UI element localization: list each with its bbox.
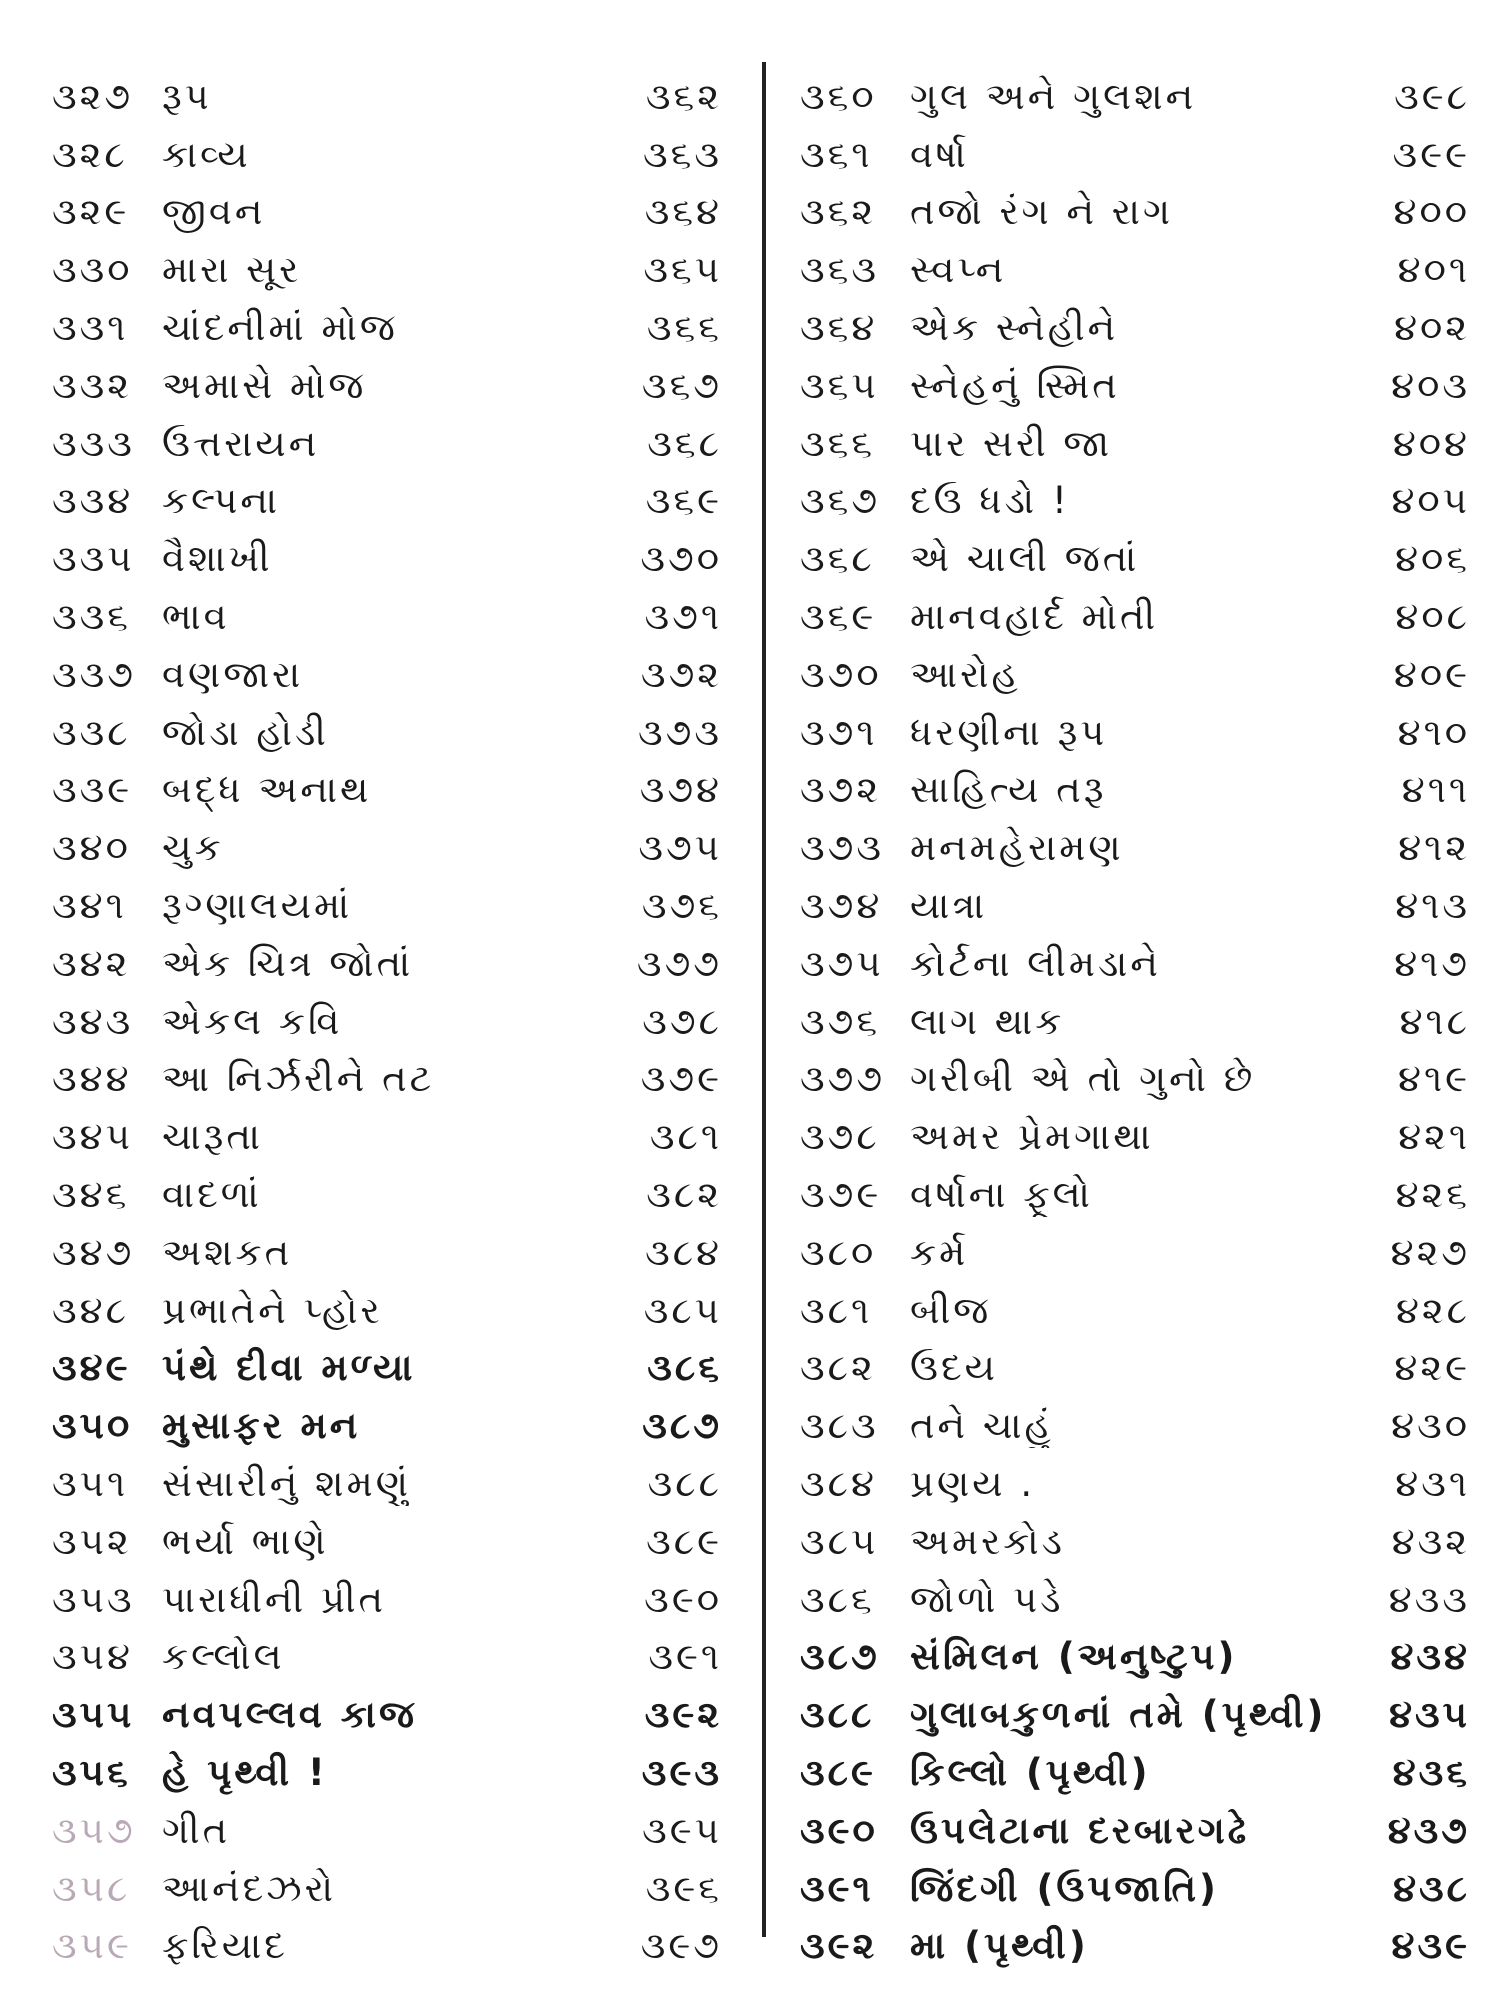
entry-title: એકલ કવિ <box>162 999 343 1043</box>
entry-title: ગીત <box>162 1808 231 1852</box>
entry-title: કાવ્ય <box>162 132 251 176</box>
index-entry <box>800 1166 1470 1224</box>
entry-title: સંસારીનું શમણું <box>162 1462 411 1506</box>
index-entry <box>800 993 1470 1051</box>
entry-title: અશકત <box>162 1230 293 1274</box>
index-entry <box>52 1686 722 1744</box>
entry-page-number: ૪૨૧ <box>1398 1115 1470 1159</box>
entry-page-number: ૪૩૫ <box>1389 1693 1470 1737</box>
entry-number: ૩૫૨ <box>52 1519 132 1563</box>
entry-page-number: ૪૧૩ <box>1395 884 1470 928</box>
entry-page-number: ૩૮૭ <box>642 1404 722 1448</box>
entry-title: રૂપ <box>162 74 212 118</box>
entry-page-number: ૪૦૩ <box>1391 363 1470 407</box>
entry-page-number: ૩૭૬ <box>641 884 722 928</box>
entry-title: કિલ્લો (પૃથ્વી) <box>910 1751 1151 1794</box>
entry-page-number: ૪૦૫ <box>1391 479 1470 523</box>
index-entry <box>52 819 722 877</box>
index-entry <box>52 877 722 935</box>
entry-page-number: ૩૮૪ <box>645 1230 722 1274</box>
index-entry <box>52 530 722 588</box>
entry-number: ૩૭૫ <box>800 941 884 985</box>
entry-title: મા (પૃથ્વી) <box>910 1924 1089 1968</box>
index-entry <box>52 1629 722 1687</box>
entry-number: ૩૭૭ <box>800 1057 886 1101</box>
entry-number: ૩૮૬ <box>800 1577 875 1621</box>
entry-number: ૩૩૩ <box>52 421 135 465</box>
entry-title: સાહિત્ય તરૂ <box>910 768 1107 812</box>
index-entry <box>52 1108 722 1166</box>
entry-title: પારાધીની પ્રીત <box>162 1577 387 1621</box>
entry-page-number: ૪૦૨ <box>1394 306 1470 350</box>
entry-title: પંથે દીવા મળ્યા <box>162 1346 416 1390</box>
entry-number: ૩૪૬ <box>52 1173 130 1217</box>
entry-page-number: ૪૩૭ <box>1387 1808 1470 1852</box>
entry-page-number: ૪૩૦ <box>1391 1404 1470 1448</box>
entry-page-number: ૩૬૬ <box>646 306 722 350</box>
entry-page-number: ૪૩૧ <box>1395 1462 1470 1506</box>
index-entry <box>800 299 1470 357</box>
entry-page-number: ૪૧૯ <box>1398 1057 1470 1101</box>
entry-number: ૩૯૧ <box>800 1866 874 1910</box>
index-entry <box>52 588 722 646</box>
entry-title: ધરણીના રૂપ <box>910 710 1108 754</box>
entry-title: યાત્રા <box>910 884 988 928</box>
index-entry <box>52 1051 722 1109</box>
entry-number: ૩૯૨ <box>800 1924 878 1968</box>
index-entry <box>52 1224 722 1282</box>
entry-page-number: ૩૯૫ <box>642 1808 722 1852</box>
index-entry <box>800 819 1470 877</box>
entry-number: ૩૫૫ <box>52 1693 135 1737</box>
entry-title: જીવન <box>162 190 266 234</box>
entry-page-number: ૩૭૨ <box>640 652 722 696</box>
entry-page-number: ૩૭૭ <box>636 941 722 985</box>
index-entry <box>52 1571 722 1629</box>
entry-title: તજો રંગ ને રાગ <box>910 190 1173 234</box>
index-entry <box>52 935 722 993</box>
entry-title: એ ચાલી જતાં <box>910 537 1140 581</box>
entry-number: ૩૪૫ <box>52 1115 133 1159</box>
entry-page-number: ૪૩૩ <box>1388 1577 1470 1621</box>
entry-title: તને ચાહું <box>910 1404 1054 1448</box>
entry-number: ૩૮૧ <box>800 1288 873 1332</box>
entry-page-number: ૪૩૬ <box>1392 1751 1470 1794</box>
entry-title: ચુક <box>162 826 224 870</box>
entry-number: ૩૫૬ <box>52 1751 131 1794</box>
entry-title: સ્વપ્ન <box>910 248 1007 292</box>
entry-number: ૩૬૧ <box>800 132 873 176</box>
entry-page-number: ૪૧૧ <box>1401 768 1470 812</box>
entry-page-number: ૩૬૯ <box>645 479 722 523</box>
entry-title: વણજારા <box>162 652 304 696</box>
entry-title: આરોહ <box>910 652 1021 696</box>
index-entry <box>800 473 1470 531</box>
entry-title: ભાવ <box>162 595 230 639</box>
entry-number: ૩૮૦ <box>800 1230 877 1274</box>
index-entry <box>800 1686 1470 1744</box>
entry-number: ૩૭૪ <box>800 884 883 928</box>
index-entry <box>800 1513 1470 1571</box>
entry-page-number: ૩૯૯ <box>1392 132 1470 176</box>
entry-page-number: ૪૨૬ <box>1395 1173 1470 1217</box>
entry-title: કોર્ટના લીમડાને <box>910 941 1161 985</box>
entry-title: આનંદઝરો <box>162 1866 336 1910</box>
entry-number: ૩૭૦ <box>800 652 882 696</box>
entry-page-number: ૩૭૧ <box>644 595 722 639</box>
index-entry <box>52 1340 722 1398</box>
entry-number: ૩૭૧ <box>800 710 878 754</box>
index-entry <box>52 299 722 357</box>
entry-number: ૩૮૩ <box>800 1404 879 1448</box>
entry-page-number: ૩૬૮ <box>647 421 722 465</box>
index-entry <box>800 935 1470 993</box>
entry-title: ઉપલેટાના દરબારગઢે <box>910 1808 1250 1852</box>
index-entry <box>800 241 1470 299</box>
index-entry <box>800 1571 1470 1629</box>
index-entry <box>52 1455 722 1513</box>
entry-number: ૩૮૪ <box>800 1462 877 1506</box>
entry-page-number: ૩૬૫ <box>643 248 722 292</box>
index-entry <box>800 126 1470 184</box>
entry-title: મનમહેરામણ <box>910 826 1124 870</box>
entry-page-number: ૪૩૯ <box>1391 1924 1470 1968</box>
index-entry <box>800 415 1470 473</box>
entry-number: ૩૩૨ <box>52 363 133 407</box>
entry-title: આ નિર્ઝરીને તટ <box>162 1057 435 1101</box>
entry-number: ૩૫૭ <box>52 1808 136 1852</box>
entry-number: ૩૪૯ <box>52 1346 131 1390</box>
index-entry <box>800 1629 1470 1687</box>
entry-title: પાર સરી જા <box>910 421 1113 465</box>
entry-page-number: ૪૦૦ <box>1393 190 1470 234</box>
entry-page-number: ૩૮૬ <box>647 1346 722 1390</box>
entry-title: જોડા હોડી <box>162 710 329 754</box>
index-entry <box>800 1340 1470 1398</box>
index-entry <box>800 1744 1470 1802</box>
entry-number: ૩૮૯ <box>800 1751 876 1794</box>
entry-number: ૩૪૭ <box>52 1230 135 1274</box>
entry-title: ફરિયાદ <box>162 1924 288 1968</box>
index-entry <box>800 646 1470 704</box>
index-entry <box>52 1918 722 1976</box>
entry-page-number: ૩૬૩ <box>642 132 722 176</box>
entry-number: ૩૩૧ <box>52 306 129 350</box>
entry-page-number: ૩૬૨ <box>645 74 722 118</box>
entry-number: ૩૩૦ <box>52 248 133 292</box>
entry-page-number: ૩૮૧ <box>649 1115 722 1159</box>
entry-number: ૩૩૮ <box>52 710 131 754</box>
entry-number: ૩૪૩ <box>52 999 134 1043</box>
entry-title: મુસાફર મન <box>162 1404 361 1448</box>
index-entry <box>800 68 1470 126</box>
entry-title: અમરકોડ <box>910 1519 1065 1563</box>
index-entry <box>52 1282 722 1340</box>
entry-page-number: ૩૭૪ <box>639 768 722 812</box>
column-divider <box>762 62 766 1937</box>
entry-number: ૩૫૮ <box>52 1866 131 1910</box>
entry-title: કલ્પના <box>162 479 281 523</box>
entry-page-number: ૪૧૮ <box>1399 999 1470 1043</box>
index-entry <box>52 415 722 473</box>
index-entry <box>800 357 1470 415</box>
entry-page-number: ૩૯૦ <box>644 1577 722 1621</box>
entry-title: અમાસે મોજ <box>162 363 367 407</box>
entry-title: લાગ થાક <box>910 999 1065 1043</box>
entry-page-number: ૩૭૫ <box>638 826 722 870</box>
entry-number: ૩૨૯ <box>52 190 130 234</box>
entry-number: ૩૩૭ <box>52 652 136 696</box>
entry-title: ગુલ અને ગુલશન <box>910 74 1197 118</box>
entry-number: ૩૭૨ <box>800 768 882 812</box>
index-entry <box>52 473 722 531</box>
entry-number: ૩૩૫ <box>52 537 135 581</box>
entry-page-number: ૪૨૮ <box>1395 1288 1470 1332</box>
entry-title: માનવહાર્દ મોતી <box>910 595 1159 639</box>
entry-title: ઉદય <box>910 1346 998 1390</box>
index-entry <box>800 530 1470 588</box>
entry-number: ૩૬૨ <box>800 190 877 234</box>
entry-title: મારા સૂર <box>162 248 302 292</box>
entry-number: ૩૪૨ <box>52 941 131 985</box>
entry-page-number: ૪૨૭ <box>1390 1230 1470 1274</box>
index-entry <box>52 762 722 820</box>
entry-page-number: ૩૯૮ <box>1394 74 1470 118</box>
entry-number: ૩૯૦ <box>800 1808 878 1852</box>
entry-page-number: ૪૩૨ <box>1391 1519 1470 1563</box>
entry-page-number: ૪૦૯ <box>1393 652 1470 696</box>
entry-number: ૩૫૪ <box>52 1635 133 1679</box>
index-column-left <box>52 68 722 1975</box>
entry-page-number: ૩૮૮ <box>647 1462 722 1506</box>
entry-page-number: ૪૦૬ <box>1395 537 1470 581</box>
entry-title: દઉં ધડો ! <box>910 479 1070 523</box>
entry-page-number: ૩૬૪ <box>644 190 722 234</box>
entry-title: ગુલાબકુળનાં તમે (પૃથ્વી) <box>910 1693 1327 1737</box>
entry-title: વાદળાં <box>162 1173 262 1217</box>
entry-title: ગરીબી એ તો ગુનો છે <box>910 1057 1256 1101</box>
entry-title: નવપલ્લવ કાજ <box>162 1693 417 1737</box>
entry-page-number: ૩૯૭ <box>640 1924 722 1968</box>
entry-number: ૩૬૬ <box>800 421 876 465</box>
index-entry <box>52 1802 722 1860</box>
entry-title: પ્રણય . <box>910 1462 1036 1506</box>
index-entry <box>52 1397 722 1455</box>
entry-title: હે પૃથ્વી ! <box>162 1751 328 1794</box>
entry-number: ૩૮૫ <box>800 1519 879 1563</box>
index-entry <box>52 241 722 299</box>
index-entry <box>800 1918 1470 1976</box>
entry-page-number: ૩૭૯ <box>640 1057 722 1101</box>
entry-page-number: ૩૮૯ <box>646 1519 722 1563</box>
entry-page-number: ૪૨૯ <box>1394 1346 1470 1390</box>
entry-number: ૩૩૪ <box>52 479 134 523</box>
entry-page-number: ૩૯૨ <box>644 1693 722 1737</box>
entry-page-number: ૪૩૮ <box>1393 1866 1470 1910</box>
entry-number: ૩૭૬ <box>800 999 881 1043</box>
entry-title: વૈશાખી <box>162 537 273 581</box>
entry-number: ૩૬૯ <box>800 595 877 639</box>
entry-title: કર્મ <box>910 1230 969 1274</box>
entry-number: ૩૩૬ <box>52 595 132 639</box>
entry-number: ૩૬૭ <box>800 479 881 523</box>
entry-page-number: ૩૮૫ <box>643 1288 722 1332</box>
entry-number: ૩૮૮ <box>800 1693 875 1737</box>
index-entry <box>800 1802 1470 1860</box>
entry-number: ૩૨૭ <box>52 74 134 118</box>
entry-title: સંમિલન (અનુષ્ટુપ) <box>910 1635 1238 1679</box>
entry-title: કલ્લોલ <box>162 1635 285 1679</box>
index-entry <box>52 993 722 1051</box>
entry-page-number: ૩૭૩ <box>638 710 722 754</box>
entry-title: વર્ષા <box>910 132 969 176</box>
entry-page-number: ૩૮૨ <box>646 1173 722 1217</box>
entry-page-number: ૩૯૧ <box>648 1635 722 1679</box>
entry-number: ૩૬૫ <box>800 363 879 407</box>
index-entry <box>800 588 1470 646</box>
entry-page-number: ૪૦૧ <box>1397 248 1470 292</box>
entry-number: ૩૫૯ <box>52 1924 132 1968</box>
index-entry <box>800 1051 1470 1109</box>
entry-page-number: ૪૩૪ <box>1390 1635 1470 1679</box>
entry-number: ૩૭૮ <box>800 1115 880 1159</box>
index-entry <box>52 1860 722 1918</box>
index-entry <box>800 1860 1470 1918</box>
index-entry <box>52 1744 722 1802</box>
entry-number: ૩૪૦ <box>52 826 131 870</box>
entry-number: ૩૬૩ <box>800 248 880 292</box>
index-entry <box>52 184 722 242</box>
entry-title: રૂગ્ણાલયમાં <box>162 884 353 928</box>
index-entry <box>800 1108 1470 1166</box>
entry-page-number: ૩૯૩ <box>641 1751 722 1794</box>
entry-title: જિંદગી (ઉપજાતિ) <box>910 1866 1219 1910</box>
index-entry <box>800 704 1470 762</box>
entry-number: ૩૫૩ <box>52 1577 135 1621</box>
entry-title: એક સ્નેહીને <box>910 306 1119 350</box>
index-entry <box>800 1282 1470 1340</box>
entry-title: જોળો પડે <box>910 1577 1064 1621</box>
entry-page-number: ૪૧૦ <box>1397 710 1470 754</box>
entry-number: ૩૪૪ <box>52 1057 132 1101</box>
entry-title: વર્ષાના ફૂલો <box>910 1173 1093 1217</box>
entry-number: ૩૮૭ <box>800 1635 880 1679</box>
index-entry <box>800 877 1470 935</box>
entry-number: ૩૭૩ <box>800 826 884 870</box>
entry-page-number: ૩૭૦ <box>640 537 722 581</box>
index-entry <box>52 704 722 762</box>
entry-page-number: ૪૧૭ <box>1394 941 1470 985</box>
entry-number: ૩૫૧ <box>52 1462 129 1506</box>
entry-number: ૩૬૪ <box>800 306 878 350</box>
index-entry <box>52 68 722 126</box>
index-entry <box>800 1224 1470 1282</box>
entry-title: ઉત્તરાયન <box>162 421 320 465</box>
entry-number: ૩૩૯ <box>52 768 133 812</box>
entry-title: બીજ <box>910 1288 992 1332</box>
entry-title: ચારૂતા <box>162 1115 263 1159</box>
index-entry <box>800 1397 1470 1455</box>
entry-title: અમર પ્રેમગાથા <box>910 1115 1154 1159</box>
entry-page-number: ૪૦૪ <box>1392 421 1470 465</box>
entry-number: ૩૬૮ <box>800 537 875 581</box>
entry-title: સ્નેહનું સ્મિત <box>910 363 1120 407</box>
entry-title: પ્રભાતેને પ્હોર <box>162 1288 383 1332</box>
index-entry <box>52 357 722 415</box>
index-entry <box>52 126 722 184</box>
entry-page-number: ૪૦૮ <box>1395 595 1470 639</box>
entry-number: ૩૪૧ <box>52 884 127 928</box>
entry-number: ૩૨૮ <box>52 132 128 176</box>
entry-number: ૩૪૮ <box>52 1288 129 1332</box>
index-entry <box>52 646 722 704</box>
index-column-right <box>800 68 1470 1975</box>
entry-title: ભર્યા ભાણે <box>162 1519 329 1563</box>
index-entry <box>800 184 1470 242</box>
entry-title: એક ચિત્ર જોતાં <box>162 941 414 985</box>
index-entry <box>52 1166 722 1224</box>
entry-number: ૩૬૦ <box>800 74 877 118</box>
index-entry <box>800 762 1470 820</box>
entry-number: ૩૮૨ <box>800 1346 876 1390</box>
index-entry <box>800 1455 1470 1513</box>
index-entry <box>52 1513 722 1571</box>
entry-number: ૩૭૯ <box>800 1173 882 1217</box>
entry-title: ચાંદનીમાં મોજ <box>162 306 398 350</box>
entry-page-number: ૩૯૬ <box>645 1866 722 1910</box>
entry-page-number: ૩૬૭ <box>641 363 722 407</box>
entry-page-number: ૩૭૮ <box>642 999 722 1043</box>
entry-page-number: ૪૧૨ <box>1398 826 1470 870</box>
entry-number: ૩૫૦ <box>52 1404 133 1448</box>
entry-title: બદ્ધ અનાથ <box>162 768 372 812</box>
